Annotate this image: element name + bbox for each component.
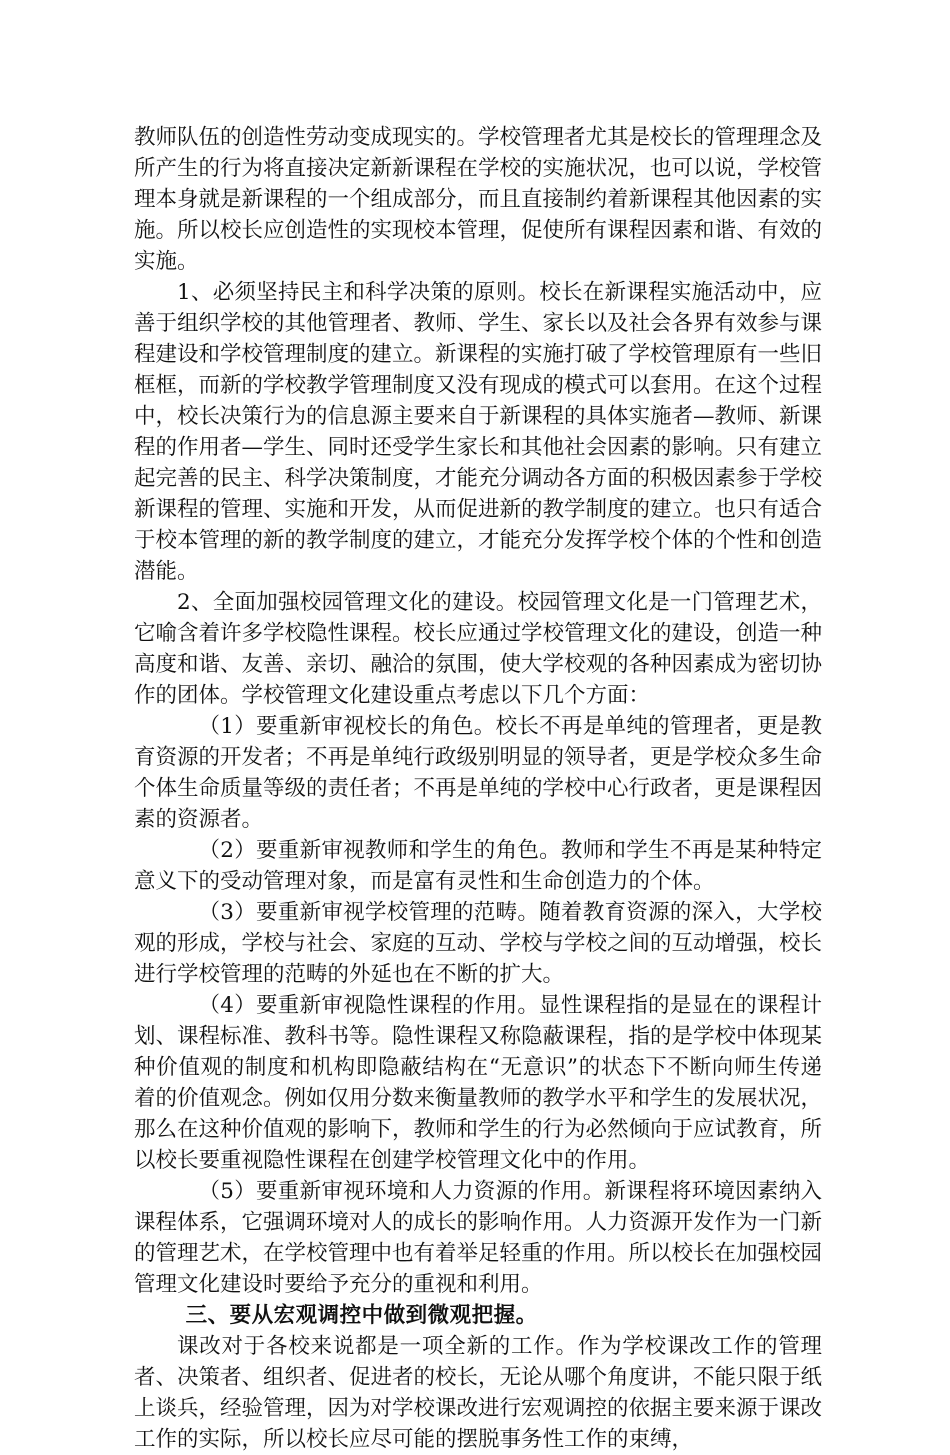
- paragraph-item-4: （4）要重新审视隐性课程的作用。显性课程指的是显在的课程计划、课程标准、教科书等。隐性课程又称隐蔽课程，指的是学校中体现某种价值观的制度和机构即隐蔽结构在“无意识”的状态下不断向师生传递着的价值观念。例如仅用分数来衡量教师的教学水平和学生的发展状况，那么在这种价值观的影响下，教师和学生的行为必然倾向于应试教育，所以校长要重视隐性课程在创建学校管理文化中的作用。: [134, 993, 823, 1173]
- section-heading-3: 三、要从宏观调控中做到微观把握。: [185, 1303, 538, 1328]
- paragraph-continuation: 教师队伍的创造性劳动变成现实的。学校管理者尤其是校长的管理理念及所产生的行为将直接决定新新课程在学校的实施状况，也可以说，学校管理本身就是新课程的一个组成部分，而且直接制约着新课程其他因素的实施。所以校长应创造性的实现校本管理，促使所有课程因素和谐、有效的实施。: [134, 125, 823, 274]
- paragraph-principle-1: 1、必须坚持民主和科学决策的原则。校长在新课程实施活动中，应善于组织学校的其他管理者、教师、学生、家长以及社会各界有效参与课程建设和学校管理制度的建立。新课程的实施打破了学校管理原有一些旧框框，而新的学校教学管理制度又没有现成的模式可以套用。在这个过程中，校长决策行为的信息源主要来自于新课程的具体实施者—教师、新课程的作用者—学生、同时还受学生家长和其他社会因素的影响。只有建立起完善的民主、科学决策制度，才能充分调动各方面的积极因素参于学校新课程的管理、实施和开发，从而促进新的教学制度的建立。也只有适合于校本管理的新的教学制度的建立，才能充分发挥学校个体的个性和创造潜能。: [134, 280, 823, 584]
- document-body: [134, 122, 822, 1455]
- paragraph-item-3: （3）要重新审视学校管理的范畴。随着教育资源的深入，大学校观的形成，学校与社会、家庭的互动、学校与学校之间的互动增强，校长进行学校管理的范畴的外延也在不断的扩大。: [134, 900, 823, 987]
- paragraph-principle-2: 2、全面加强校园管理文化的建设。校园管理文化是一门管理艺术，它喻含着许多学校隐性课程。校长应通过学校管理文化的建设，创造一种高度和谐、友善、亲切、融洽的氛围，使大学校观的各种因素成为密切协作的团体。学校管理文化建设重点考虑以下几个方面：: [134, 590, 823, 708]
- paragraph-section-3-body: 课改对于各校来说都是一项全新的工作。作为学校课改工作的管理者、决策者、组织者、促进者的校长，无论从哪个角度讲，不能只限于纸上谈兵，经验管理，因为对学校课改进行宏观调控的依据主要来源于课改工作的实际，所以校长应尽可能的摆脱事务性工作的束缚，: [134, 1334, 823, 1452]
- paragraph-item-2: （2）要重新审视教师和学生的角色。教师和学生不再是某种特定意义下的受动管理对象，而是富有灵性和生命创造力的个体。: [134, 838, 822, 894]
- paragraph-item-1: （1）要重新审视校长的角色。校长不再是单纯的管理者，更是教育资源的开发者；不再是单纯行政级别明显的领导者，更是学校众多生命个体生命质量等级的责任者；不再是单纯的学校中心行政者，更是课程因素的资源者。: [134, 714, 823, 832]
- paragraph-item-5: （5）要重新审视环境和人力资源的作用。新课程将环境因素纳入课程体系，它强调环境对人的成长的影响作用。人力资源开发作为一门新的管理艺术，在学校管理中也有着举足轻重的作用。所以校长在加强校园管理文化建设时要给予充分的重视和利用。: [134, 1179, 823, 1297]
